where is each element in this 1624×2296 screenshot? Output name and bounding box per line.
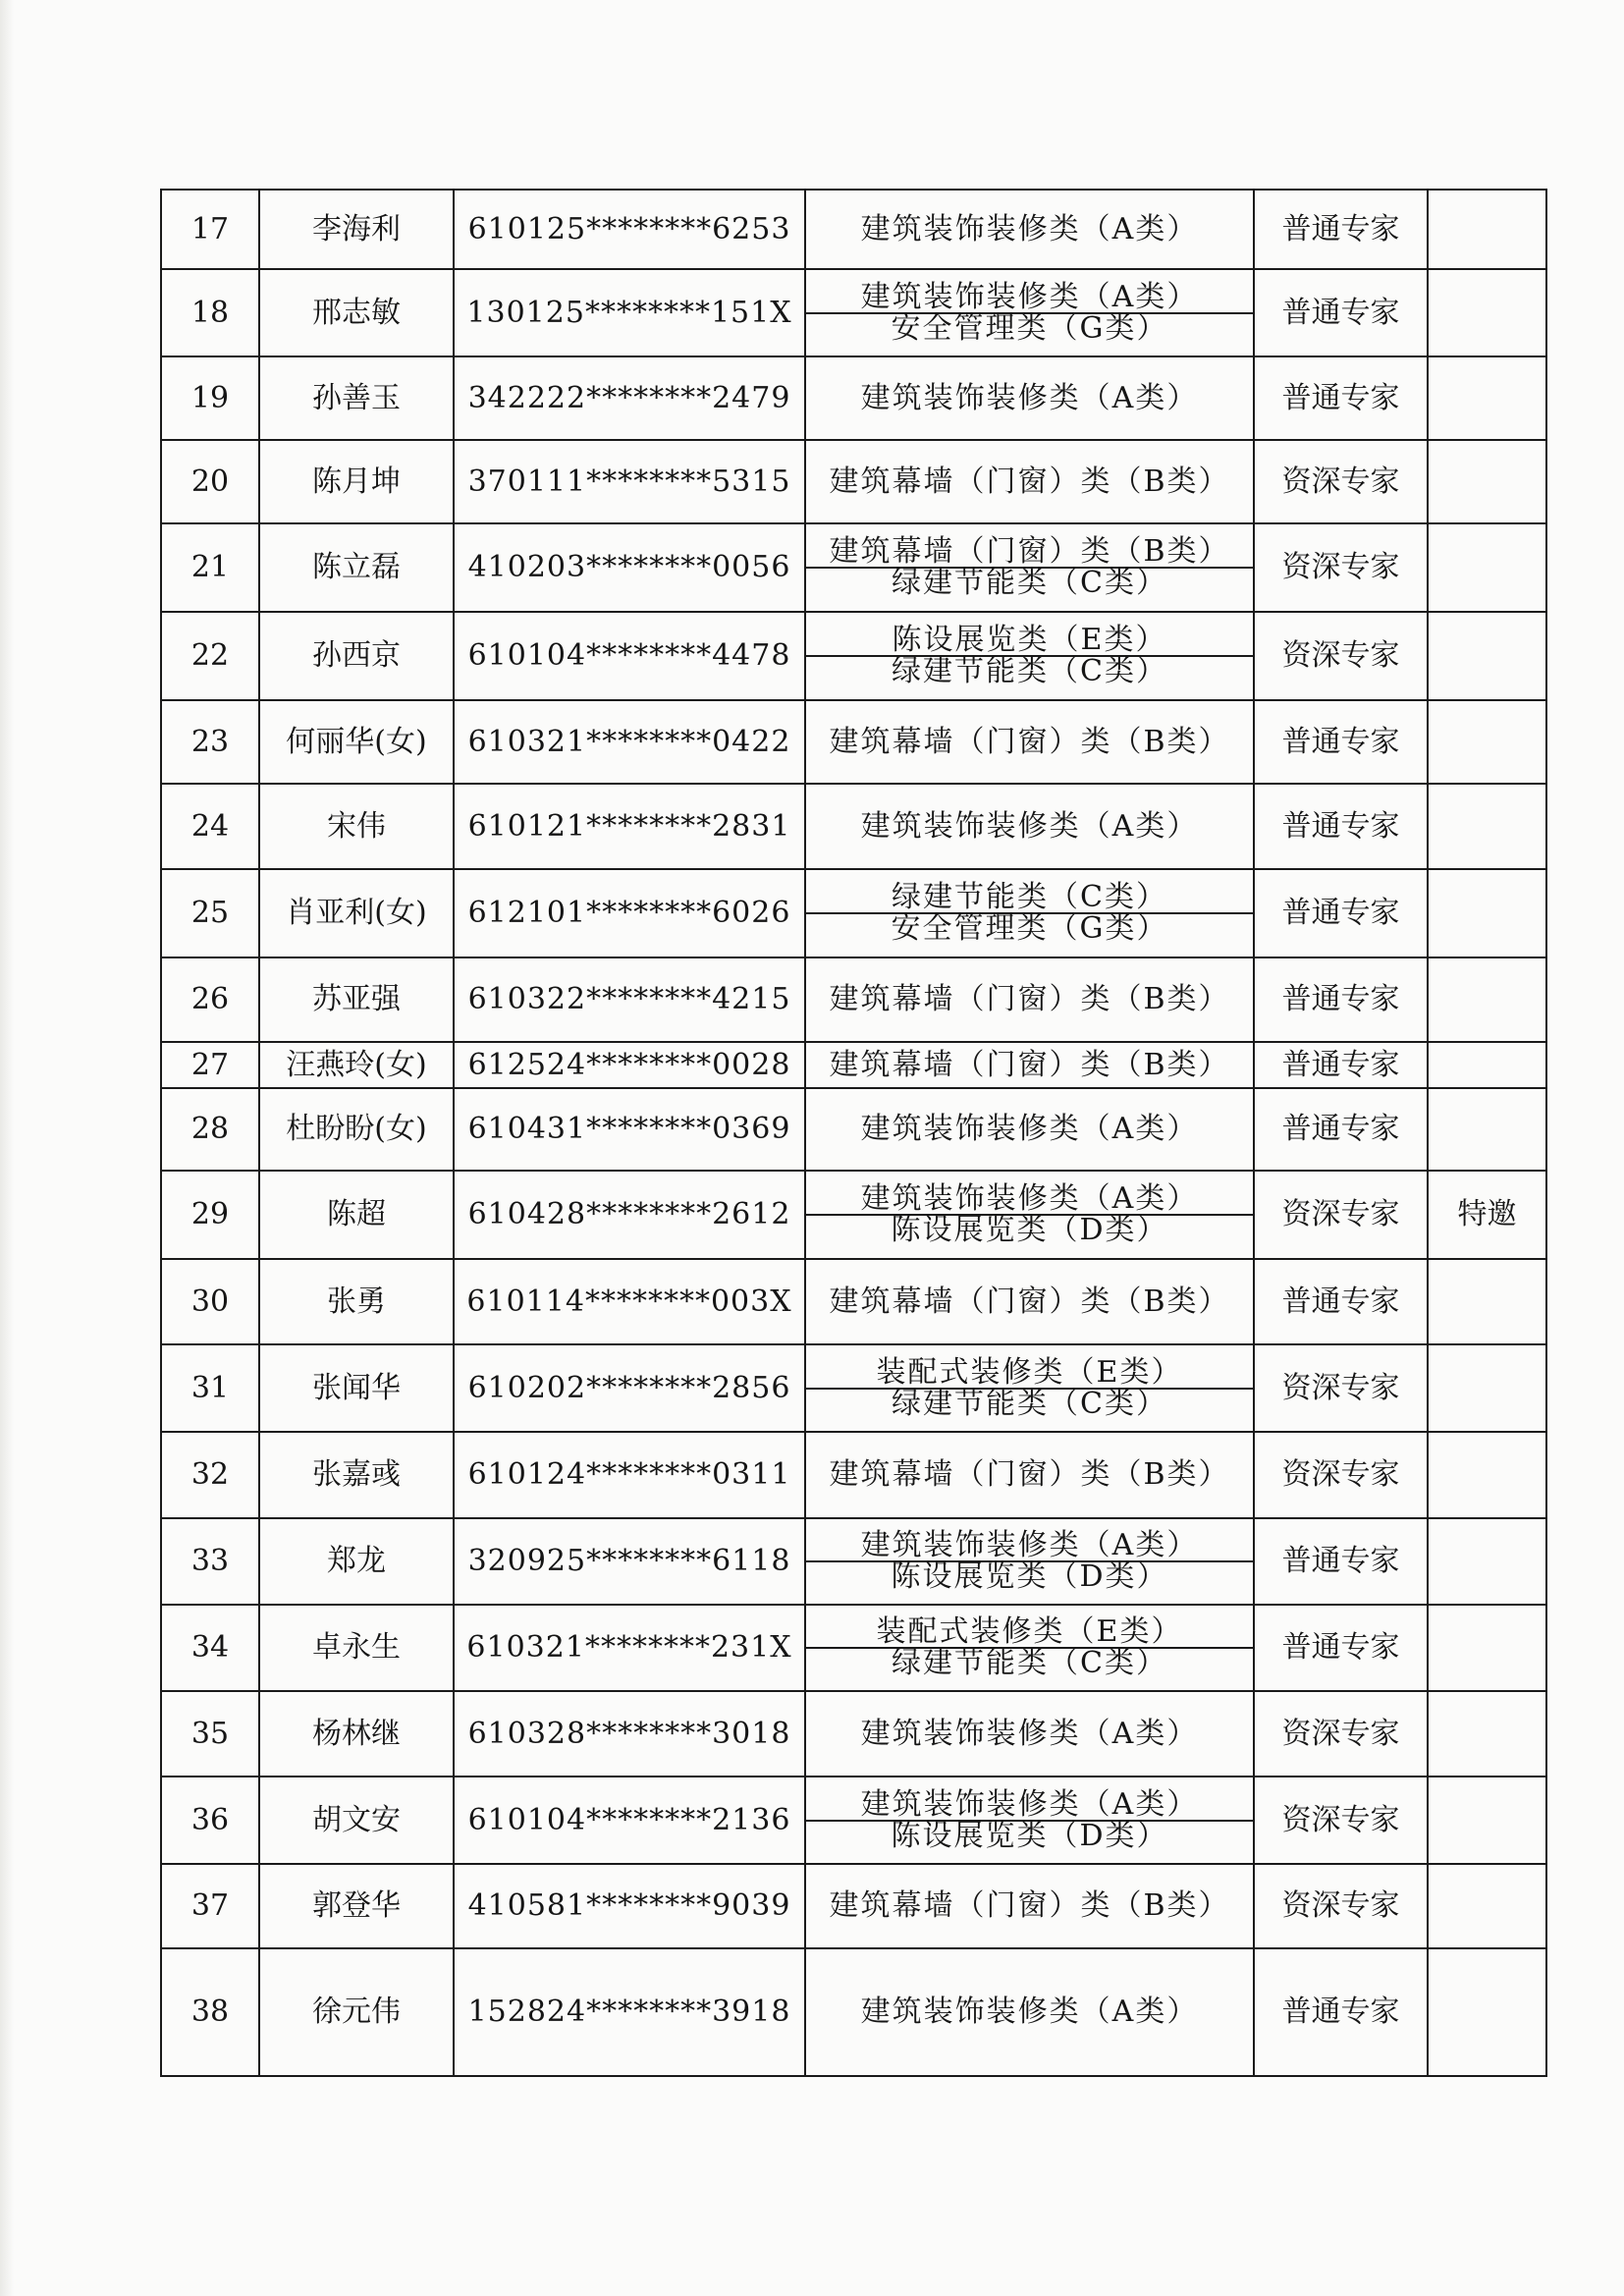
expert-name: 何丽华(女) — [259, 700, 454, 784]
row-number: 29 — [161, 1171, 259, 1259]
category-list — [806, 1716, 1253, 1751]
category-item: 建筑幕墙（门窗）类（B类） — [829, 464, 1230, 499]
category-list — [806, 1047, 1253, 1082]
category-item: 建筑幕墙（门窗）类（B类） — [829, 982, 1230, 1016]
expert-name: 肖亚利(女) — [259, 869, 454, 957]
remark — [1428, 1691, 1546, 1777]
expert-name: 汪燕玲(女) — [259, 1042, 454, 1088]
expert-name: 邢志敏 — [259, 269, 454, 356]
category-item: 建筑幕墙（门窗）类（B类） — [829, 724, 1230, 759]
row-number: 19 — [161, 356, 259, 440]
expert-level: 普通专家 — [1254, 1948, 1428, 2076]
category-item: 绿建节能类（C类） — [806, 1388, 1253, 1419]
id-number: 610328********3018 — [454, 1691, 805, 1777]
table-row — [161, 784, 1546, 869]
id-number: 130125********151X — [454, 269, 805, 356]
category-cell — [805, 1042, 1254, 1088]
expert-name: 郭登华 — [259, 1864, 454, 1948]
category-item: 建筑装饰装修类（A类） — [860, 1112, 1199, 1146]
category-item: 建筑装饰装修类（A类） — [860, 1995, 1199, 2029]
expert-name: 李海利 — [259, 190, 454, 269]
category-cell — [805, 957, 1254, 1042]
row-number: 37 — [161, 1864, 259, 1948]
id-number: 612524********0028 — [454, 1042, 805, 1088]
expert-name: 卓永生 — [259, 1605, 454, 1691]
category-list — [806, 1354, 1253, 1421]
expert-level: 资深专家 — [1254, 1864, 1428, 1948]
category-cell — [805, 1948, 1254, 2076]
expert-name: 张嘉彧 — [259, 1432, 454, 1518]
id-number: 342222********2479 — [454, 356, 805, 440]
remark — [1428, 1948, 1546, 2076]
expert-level: 普通专家 — [1254, 700, 1428, 784]
category-list — [806, 211, 1253, 246]
category-list — [806, 380, 1253, 415]
category-cell — [805, 1777, 1254, 1864]
expert-level: 普通专家 — [1254, 1605, 1428, 1691]
expert-level: 资深专家 — [1254, 523, 1428, 612]
expert-level: 资深专家 — [1254, 1344, 1428, 1432]
row-number: 26 — [161, 957, 259, 1042]
category-list — [806, 724, 1253, 759]
category-list — [806, 534, 1253, 600]
category-item: 陈设展览类（D类） — [806, 1560, 1253, 1592]
expert-name: 杨林继 — [259, 1691, 454, 1777]
remark — [1428, 1518, 1546, 1605]
category-item: 建筑装饰装修类（A类） — [860, 380, 1199, 415]
row-number: 32 — [161, 1432, 259, 1518]
category-cell — [805, 1171, 1254, 1259]
category-item: 绿建节能类（C类） — [806, 567, 1253, 598]
remark — [1428, 1605, 1546, 1691]
category-item: 建筑幕墙（门窗）类（B类） — [829, 1047, 1230, 1082]
category-list — [806, 982, 1253, 1016]
row-number: 38 — [161, 1948, 259, 2076]
category-item: 建筑装饰装修类（A类） — [860, 808, 1199, 844]
table-row — [161, 1518, 1546, 1605]
expert-level: 普通专家 — [1254, 1088, 1428, 1171]
category-item: 装配式装修类（E类） — [876, 1614, 1183, 1649]
roster-body — [161, 190, 1546, 2076]
id-number: 610321********231X — [454, 1605, 805, 1691]
category-list — [806, 880, 1253, 946]
row-number: 36 — [161, 1777, 259, 1864]
table-row — [161, 1691, 1546, 1777]
category-cell — [805, 1518, 1254, 1605]
category-cell — [805, 269, 1254, 356]
remark — [1428, 700, 1546, 784]
category-cell — [805, 1259, 1254, 1344]
remark — [1428, 1344, 1546, 1432]
expert-level: 资深专家 — [1254, 1777, 1428, 1864]
row-number: 33 — [161, 1518, 259, 1605]
category-cell — [805, 356, 1254, 440]
expert-level: 普通专家 — [1254, 356, 1428, 440]
expert-level: 普通专家 — [1254, 957, 1428, 1042]
row-number: 34 — [161, 1605, 259, 1691]
remark: 特邀 — [1428, 1171, 1546, 1259]
expert-name: 郑龙 — [259, 1518, 454, 1605]
category-list — [806, 1786, 1253, 1853]
row-number: 17 — [161, 190, 259, 269]
table-row — [161, 1777, 1546, 1864]
category-list — [806, 623, 1253, 688]
category-list — [806, 1528, 1253, 1594]
category-cell — [805, 1864, 1254, 1948]
category-item: 陈设展览类（E类） — [892, 623, 1167, 657]
category-list — [806, 808, 1253, 844]
category-list — [806, 279, 1253, 346]
category-item: 建筑幕墙（门窗）类（B类） — [829, 1457, 1230, 1492]
row-number: 31 — [161, 1344, 259, 1432]
category-cell — [805, 1432, 1254, 1518]
id-number: 320925********6118 — [454, 1518, 805, 1605]
expert-level: 资深专家 — [1254, 1691, 1428, 1777]
row-number: 18 — [161, 269, 259, 356]
row-number: 28 — [161, 1088, 259, 1171]
row-number: 20 — [161, 440, 259, 523]
row-number: 23 — [161, 700, 259, 784]
category-cell — [805, 523, 1254, 612]
expert-name: 苏亚强 — [259, 957, 454, 1042]
category-item: 建筑装饰装修类（A类） — [860, 1181, 1199, 1216]
expert-name: 陈月坤 — [259, 440, 454, 523]
remark — [1428, 1088, 1546, 1171]
expert-name: 宋伟 — [259, 784, 454, 869]
id-number: 370111********5315 — [454, 440, 805, 523]
id-number: 610202********2856 — [454, 1344, 805, 1432]
remark — [1428, 957, 1546, 1042]
category-item: 建筑幕墙（门窗）类（B类） — [829, 1888, 1230, 1923]
id-number: 610124********0311 — [454, 1432, 805, 1518]
remark — [1428, 612, 1546, 700]
category-list — [806, 1457, 1253, 1492]
table-row — [161, 1864, 1546, 1948]
table-row — [161, 1605, 1546, 1691]
remark — [1428, 1259, 1546, 1344]
id-number: 610125********6253 — [454, 190, 805, 269]
expert-name: 陈立磊 — [259, 523, 454, 612]
table-row — [161, 523, 1546, 612]
category-item: 建筑幕墙（门窗）类（B类） — [829, 1284, 1230, 1319]
expert-roster-table — [160, 189, 1547, 2077]
category-cell — [805, 1088, 1254, 1171]
category-cell — [805, 190, 1254, 269]
category-cell — [805, 784, 1254, 869]
category-list — [806, 464, 1253, 499]
expert-name: 陈超 — [259, 1171, 454, 1259]
table-row — [161, 700, 1546, 784]
category-item: 绿建节能类（C类） — [806, 1647, 1253, 1678]
row-number: 27 — [161, 1042, 259, 1088]
expert-name: 徐元伟 — [259, 1948, 454, 2076]
expert-level: 普通专家 — [1254, 784, 1428, 869]
id-number: 610322********4215 — [454, 957, 805, 1042]
table-row — [161, 269, 1546, 356]
table-row — [161, 957, 1546, 1042]
table-row — [161, 1344, 1546, 1432]
table-row — [161, 1259, 1546, 1344]
category-list — [806, 1181, 1253, 1247]
category-cell — [805, 700, 1254, 784]
category-item: 陈设展览类（D类） — [806, 1214, 1253, 1245]
table-row — [161, 356, 1546, 440]
remark — [1428, 1864, 1546, 1948]
category-item: 安全管理类（G类） — [806, 312, 1253, 344]
category-cell — [805, 1691, 1254, 1777]
table-row — [161, 1088, 1546, 1171]
remark — [1428, 523, 1546, 612]
expert-name: 张闻华 — [259, 1344, 454, 1432]
id-number: 612101********6026 — [454, 869, 805, 957]
table-row — [161, 869, 1546, 957]
category-list — [806, 1614, 1253, 1680]
remark — [1428, 1432, 1546, 1518]
row-number: 30 — [161, 1259, 259, 1344]
category-item: 绿建节能类（C类） — [892, 880, 1167, 914]
id-number: 152824********3918 — [454, 1948, 805, 2076]
category-list — [806, 1112, 1253, 1146]
table-row — [161, 440, 1546, 523]
category-item: 绿建节能类（C类） — [806, 655, 1253, 686]
expert-level: 普通专家 — [1254, 1042, 1428, 1088]
row-number: 35 — [161, 1691, 259, 1777]
expert-level: 普通专家 — [1254, 869, 1428, 957]
table-row — [161, 1042, 1546, 1088]
expert-name: 孙西京 — [259, 612, 454, 700]
expert-level: 普通专家 — [1254, 190, 1428, 269]
expert-level: 普通专家 — [1254, 269, 1428, 356]
category-cell — [805, 1605, 1254, 1691]
id-number: 610428********2612 — [454, 1171, 805, 1259]
category-cell — [805, 869, 1254, 957]
expert-level: 资深专家 — [1254, 1432, 1428, 1518]
remark — [1428, 784, 1546, 869]
category-item: 建筑装饰装修类（A类） — [860, 1716, 1199, 1751]
remark — [1428, 1777, 1546, 1864]
category-cell — [805, 440, 1254, 523]
id-number: 610121********2831 — [454, 784, 805, 869]
category-item: 陈设展览类（D类） — [806, 1820, 1253, 1851]
category-list — [806, 1888, 1253, 1923]
row-number: 24 — [161, 784, 259, 869]
expert-level: 资深专家 — [1254, 612, 1428, 700]
remark — [1428, 269, 1546, 356]
scan-page-edge — [0, 0, 14, 2296]
row-number: 21 — [161, 523, 259, 612]
remark — [1428, 190, 1546, 269]
category-list — [806, 1284, 1253, 1319]
table-row — [161, 612, 1546, 700]
id-number: 610321********0422 — [454, 700, 805, 784]
category-list — [806, 1997, 1253, 2027]
table-row — [161, 1948, 1546, 2076]
table-row — [161, 190, 1546, 269]
category-item: 建筑装饰装修类（A类） — [860, 279, 1199, 314]
row-number: 25 — [161, 869, 259, 957]
table-row — [161, 1171, 1546, 1259]
category-cell — [805, 1344, 1254, 1432]
expert-name: 胡文安 — [259, 1777, 454, 1864]
id-number: 610431********0369 — [454, 1088, 805, 1171]
remark — [1428, 1042, 1546, 1088]
category-item: 建筑幕墙（门窗）类（B类） — [829, 534, 1230, 569]
category-item: 安全管理类（G类） — [806, 912, 1253, 944]
id-number: 610104********4478 — [454, 612, 805, 700]
expert-level: 资深专家 — [1254, 440, 1428, 523]
category-item: 建筑装饰装修类（A类） — [860, 211, 1199, 246]
id-number: 410581********9039 — [454, 1864, 805, 1948]
row-number: 22 — [161, 612, 259, 700]
id-number: 410203********0056 — [454, 523, 805, 612]
remark — [1428, 440, 1546, 523]
table-row — [161, 1432, 1546, 1518]
expert-name: 张勇 — [259, 1259, 454, 1344]
remark — [1428, 356, 1546, 440]
expert-level: 普通专家 — [1254, 1259, 1428, 1344]
category-cell — [805, 612, 1254, 700]
id-number: 610114********003X — [454, 1259, 805, 1344]
category-item: 建筑装饰装修类（A类） — [860, 1786, 1199, 1822]
expert-name: 孙善玉 — [259, 356, 454, 440]
id-number: 610104********2136 — [454, 1777, 805, 1864]
expert-name: 杜盼盼(女) — [259, 1088, 454, 1171]
category-item: 装配式装修类（E类） — [876, 1354, 1183, 1390]
category-item: 建筑装饰装修类（A类） — [860, 1528, 1199, 1562]
remark — [1428, 869, 1546, 957]
expert-level: 资深专家 — [1254, 1171, 1428, 1259]
expert-level: 普通专家 — [1254, 1518, 1428, 1605]
